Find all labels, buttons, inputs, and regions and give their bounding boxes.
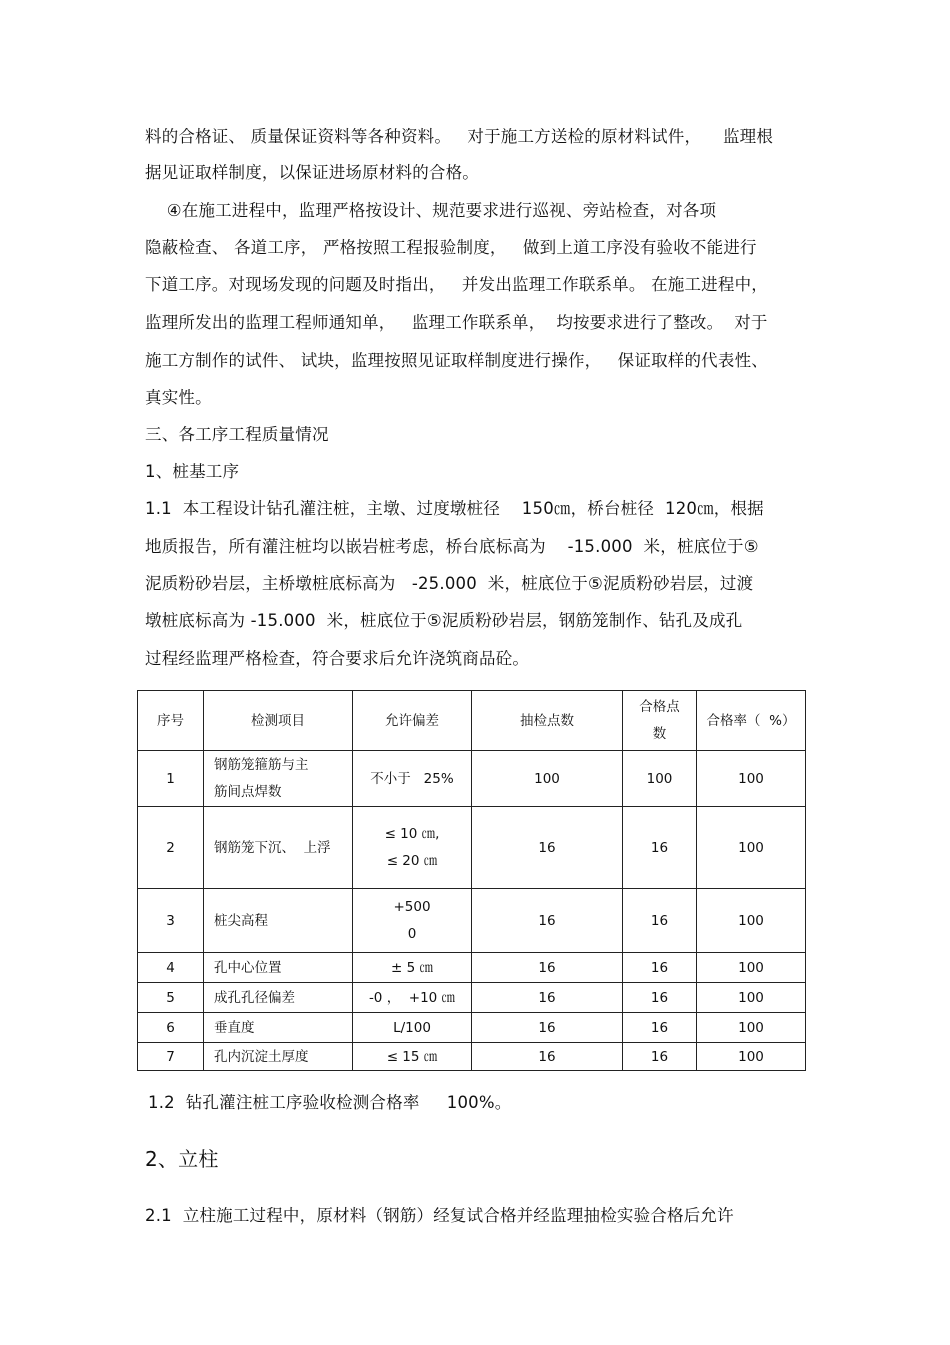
table-row	[138, 953, 806, 983]
pass-rate: 100	[697, 1043, 806, 1071]
sampled-points: 16	[472, 1043, 623, 1071]
pass-rate: 100	[697, 1013, 806, 1043]
pass-rate: 100	[697, 807, 806, 889]
check-item: 成孔孔径偏差	[204, 983, 353, 1013]
passed-points: 16	[623, 889, 697, 953]
row-number: 6	[138, 1013, 204, 1043]
sampled-points: 16	[472, 953, 623, 983]
passed-points: 16	[623, 1013, 697, 1043]
header-cell: 序号	[138, 691, 204, 751]
passed-points: 16	[623, 953, 697, 983]
check-item: 孔中心位置	[204, 953, 353, 983]
paragraph-line: ④在施工进程中，监理严格按设计、规范要求进行巡视、旁站检查，对各项	[145, 201, 717, 220]
row-number: 1	[138, 751, 204, 807]
header-cell: 合格点 数	[623, 691, 697, 751]
tolerance: ± 5 ㎝	[353, 953, 472, 983]
pass-rate: 100	[697, 751, 806, 807]
tolerance: 不小于 25%	[353, 751, 472, 807]
header-cell: 允许偏差	[353, 691, 472, 751]
paragraph-line: 施工方制作的试件、 试块，监理按照见证取样制度进行操作， 保证取样的代表性、	[145, 351, 768, 370]
check-item: 垂直度	[204, 1013, 353, 1043]
table-row	[138, 1043, 806, 1071]
sampled-points: 16	[472, 1013, 623, 1043]
section-heading-columns: 2、立柱	[145, 1147, 219, 1171]
summary-line: 1.2 钻孔灌注桩工序验收检测合格率 100%。	[148, 1093, 512, 1112]
header-cell: 合格率（ %）	[697, 691, 806, 751]
inspection-table	[137, 690, 806, 1071]
table-header-row	[138, 691, 806, 751]
tolerance: ≤ 10 ㎝, ≤ 20 ㎝	[353, 807, 472, 889]
paragraph-line: 墩桩底标高为 -15.000 米，桩底位于⑤泥质粉砂岩层，钢筋笼制作、钻孔及成孔	[145, 611, 743, 630]
paragraph-line: 1.1 本工程设计钻孔灌注桩，主墩、过度墩桩径 150㎝，桥台桩径 120㎝，根据	[145, 499, 764, 518]
paragraph-line: 2.1 立柱施工过程中，原材料（钢筋）经复试合格并经监理抽检实验合格后允许	[145, 1206, 734, 1225]
table-row	[138, 751, 806, 807]
passed-points: 16	[623, 983, 697, 1013]
row-number: 5	[138, 983, 204, 1013]
pass-rate: 100	[697, 953, 806, 983]
pass-rate: 100	[697, 983, 806, 1013]
passed-points: 16	[623, 1043, 697, 1071]
section-heading: 三、各工序工程质量情况	[145, 425, 329, 444]
paragraph-line: 下道工序。对现场发现的问题及时指出， 并发出监理工作联系单。 在施工进程中，	[145, 275, 768, 294]
table-row	[138, 807, 806, 889]
row-number: 4	[138, 953, 204, 983]
paragraph-line: 监理所发出的监理工程师通知单， 监理工作联系单， 均按要求进行了整改。 对于	[145, 313, 768, 332]
sampled-points: 100	[472, 751, 623, 807]
row-number: 7	[138, 1043, 204, 1071]
passed-points: 100	[623, 751, 697, 807]
tolerance: +500 0	[353, 889, 472, 953]
sampled-points: 16	[472, 889, 623, 953]
tolerance: L/100	[353, 1013, 472, 1043]
paragraph-line: 隐蔽检查、 各道工序， 严格按照工程报验制度， 做到上道工序没有验收不能进行	[145, 238, 757, 257]
paragraph-line: 料的合格证、 质量保证资料等各种资料。 对于施工方送检的原材料试件， 监理根	[145, 127, 774, 146]
sampled-points: 16	[472, 983, 623, 1013]
paragraph-line: 泥质粉砂岩层，主桥墩桩底标高为 -25.000 米，桩底位于⑤泥质粉砂岩层，过渡	[145, 574, 754, 593]
paragraph-line: 据见证取样制度，以保证进场原材料的合格。	[145, 163, 479, 182]
table-row	[138, 1013, 806, 1043]
row-number: 3	[138, 889, 204, 953]
paragraph-line: 过程经监理严格检查，符合要求后允许浇筑商品砼。	[145, 649, 530, 668]
paragraph-line: 地质报告，所有灌注桩均以嵌岩桩考虑，桥台底标高为 -15.000 米，桩底位于⑤	[145, 537, 759, 556]
check-item: 桩尖高程	[204, 889, 353, 953]
table-row	[138, 889, 806, 953]
subsection-heading: 1、桩基工序	[145, 462, 240, 481]
paragraph-line: 真实性。	[145, 388, 212, 407]
header-cell: 抽检点数	[472, 691, 623, 751]
check-item: 钢筋笼下沉、 上浮	[204, 807, 353, 889]
check-item: 孔内沉淀土厚度	[204, 1043, 353, 1071]
passed-points: 16	[623, 807, 697, 889]
tolerance: ≤ 15 ㎝	[353, 1043, 472, 1071]
table-row	[138, 983, 806, 1013]
sampled-points: 16	[472, 807, 623, 889]
check-item: 钢筋笼箍筋与主 筋间点焊数	[204, 751, 353, 807]
header-cell: 检测项目	[204, 691, 353, 751]
tolerance: -0 ， +10 ㎝	[353, 983, 472, 1013]
row-number: 2	[138, 807, 204, 889]
pass-rate: 100	[697, 889, 806, 953]
